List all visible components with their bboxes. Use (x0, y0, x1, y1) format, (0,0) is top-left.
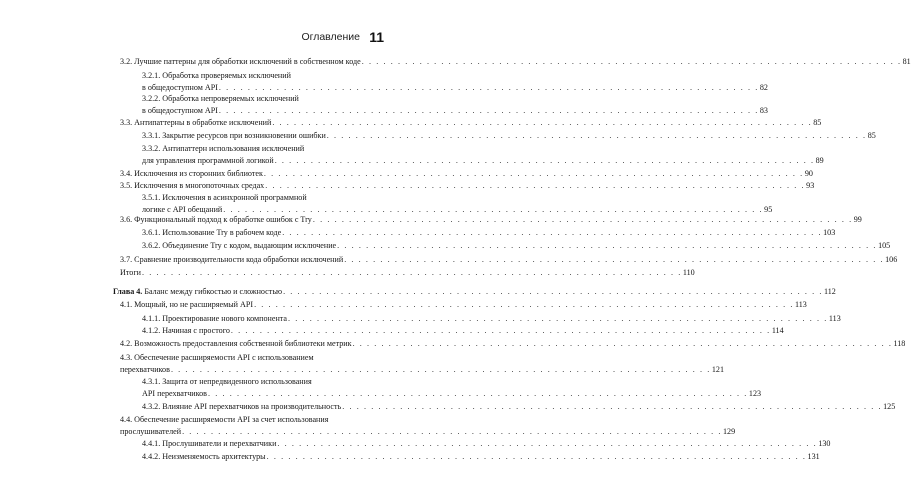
toc-entry-title-text: перехватчиков (120, 365, 170, 374)
dot-leader: . . . . . . . . . . . . . . . . . . . . . . . . . . . . . . . . . . . . . . . . . . . . . . . . . . . . . . . . . . . . . . . . . . . . . . . . . . . (230, 326, 771, 335)
toc-entry-title-text: 4.1.2. Начиная с простого (142, 326, 230, 335)
dot-leader: . . . . . . . . . . . . . . . . . . . . . . . . . . . . . . . . . . . . . . . . . . . . . . . . . . . . . . . . . . . . . . . . . . . . . . . . . . . (208, 389, 748, 398)
toc-entry-title-text: в общедоступном API (142, 106, 218, 115)
toc-entry-title-text: 3.4. Исключения из сторонних библиотек (120, 169, 263, 178)
toc-page-number: 114 (771, 326, 784, 335)
toc-entry-text (142, 227, 281, 239)
toc-page-number: 85 (813, 118, 822, 127)
toc-entry-title-text: 4.1. Мощный, но не расширяемый API (120, 300, 254, 309)
toc-entry-text (120, 168, 263, 180)
toc-page-number: 123 (748, 389, 762, 398)
dot-leader: . . . . . . . . . . . . . . . . . . . . . . . . . . . . . . . . . . . . . . . . . . . . . . . . . . . . . . . . . . . . . . . . . . . . . . . . . . . (266, 452, 807, 461)
toc-entry-text (142, 240, 336, 252)
toc-entry (120, 267, 695, 279)
toc-entry (120, 180, 815, 192)
dot-leader: . . . . . . . . . . . . . . . . . . . . . . . . . . . . . . . . . . . . . . . . . . . . . . . . . . . . . . . . . . . . . . . . . . . . . . . . . . . (337, 241, 878, 250)
toc-page-number: 105 (878, 241, 891, 250)
page-number: 11 (369, 29, 384, 45)
toc-entry (142, 93, 768, 117)
dot-leader: . . . . . . . . . . . . . . . . . . . . . . . . . . . . . . . . . . . . . . . . . . . . . . . . . . . . . . . . . . . . . . . . . . . . . . . . . . . (218, 106, 759, 115)
toc-entry-text (120, 364, 170, 376)
toc-entry (142, 313, 841, 325)
dot-leader: . . . . . . . . . . . . . . . . . . . . . . . . . . . . . . . . . . . . . . . . . . . . . . . . . . . . . . . . . . . . . . . . . . . . . . . . . . . (342, 402, 883, 411)
toc-entry-text (120, 117, 271, 129)
dot-leader: . . . . . . . . . . . . . . . . . . . . . . . . . . . . . . . . . . . . . . . . . . . . . . . . . . . . . . . . . . . . . . . . . . . . . . . . . . . (288, 314, 828, 323)
toc-entry-title-text: 3.3. Антипаттерны в обработке исключений (120, 118, 272, 127)
toc-page-number: 131 (807, 452, 820, 461)
toc-entry-text (142, 313, 287, 325)
toc-entry-title-text: Баланс между гибкостью и сложностью (142, 287, 283, 296)
toc-page-number: 106 (885, 255, 898, 264)
toc-entry-text: 4.3. Обеспечение расширяемости API с использованием (120, 353, 314, 362)
toc-entry-text: 3.2.1. Обработка проверяемых исключений (142, 71, 291, 80)
toc-page-number: 93 (806, 181, 815, 190)
toc-page-number: 81 (902, 57, 911, 66)
toc-page-number: 121 (711, 365, 724, 374)
toc-page-number: 110 (682, 268, 695, 277)
toc-entry-text (142, 105, 218, 117)
toc-entry-title-text: API перехватчиков (142, 389, 207, 398)
toc-entry-text (142, 438, 276, 450)
toc-entry-text (120, 338, 352, 350)
dot-leader: . . . . . . . . . . . . . . . . . . . . . . . . . . . . . . . . . . . . . . . . . . . . . . . . . . . . . . . . . . . . . . . . . . . . . . . . . . . (265, 181, 806, 190)
toc-entry (120, 56, 911, 68)
toc-entry-text: 4.3.1. Защита от непредвиденного использования (142, 377, 312, 386)
toc-entry (142, 438, 831, 450)
toc-entry-title-text: логике с API обещаний (142, 205, 223, 214)
dot-leader: . . . . . . . . . . . . . . . . . . . . . . . . . . . . . . . . . . . . . . . . . . . . . . . . . . . . . . . . . . . . . . . . . . . . . . . . . . . (274, 156, 815, 165)
toc-entry (142, 130, 876, 142)
dot-leader: . . . . . . . . . . . . . . . . . . . . . . . . . . . . . . . . . . . . . . . . . . . . . . . . . . . . . . . . . . . . . . . . . . . . . . . . . . . (218, 83, 759, 92)
toc-page-number: 112 (823, 287, 836, 296)
dot-leader: . . . . . . . . . . . . . . . . . . . . . . . . . . . . . . . . . . . . . . . . . . . . . . . . . . . . . . . . . . . . . . . . . . . . . . . . . . . (170, 365, 711, 374)
toc-entry-text: 3.2.2. Обработка непроверяемых исключений (142, 94, 299, 103)
toc-entry-text (120, 426, 181, 438)
toc-entry-title-text: 3.6. Функциональный подход к обработке ошибок с Try (120, 215, 312, 224)
toc-entry-title (113, 286, 282, 298)
dot-leader: . . . . . . . . . . . . . . . . . . . . . . . . . . . . . . . . . . . . . . . . . . . . . . . . . . . . . . . . . . . . . . . . . . . . . . . . . . . (263, 169, 804, 178)
toc-entry-text (142, 325, 230, 337)
toc-entry-title-text: Итоги (120, 268, 141, 277)
toc-entry (142, 401, 896, 413)
toc-entry-text: 3.3.2. Антипаттерн использования исключений (142, 144, 305, 153)
toc-entry-text (120, 56, 361, 68)
dot-leader: . . . . . . . . . . . . . . . . . . . . . . . . . . . . . . . . . . . . . . . . . . . . . . . . . . . . . . . . . . . . . . . . . . . . . . . . . . . (272, 118, 813, 127)
toc-page-number: 83 (759, 106, 768, 115)
toc-entry (142, 240, 891, 252)
toc-entry-text (142, 388, 207, 400)
toc-entry (142, 451, 820, 463)
dot-leader: . . . . . . . . . . . . . . . . . . . . . . . . . . . . . . . . . . . . . . . . . . . . . . . . . . . . . . . . . . . . . . . . . . . . . . . . . . . (182, 427, 722, 436)
dot-leader: . . . . . . . . . . . . . . . . . . . . . . . . . . . . . . . . . . . . . . . . . . . . . . . . . . . . . . . . . . . . . . . . . . . . . . . . . . . (277, 439, 818, 448)
page-header (0, 30, 384, 46)
toc-entry-text (142, 451, 266, 463)
toc-entry (142, 192, 773, 216)
toc-entry (120, 414, 736, 438)
toc-entry (120, 338, 906, 350)
toc-entry-text (142, 130, 326, 142)
dot-leader: . . . . . . . . . . . . . . . . . . . . . . . . . . . . . . . . . . . . . . . . . . . . . . . . . . . . . . . . . . . . . . . . . . . . . . . . . . . (141, 268, 682, 277)
toc-page-number: 113 (794, 300, 807, 309)
toc-entry (120, 254, 898, 266)
dot-leader: . . . . . . . . . . . . . . . . . . . . . . . . . . . . . . . . . . . . . . . . . . . . . . . . . . . . . . . . . . . . . . . . . . . . . . . . . . . (312, 215, 853, 224)
toc-entry (120, 299, 807, 311)
running-title: Оглавление (301, 31, 360, 43)
toc-entry-title-text: 4.1.1. Проектирование нового компонента (142, 314, 288, 323)
dot-leader: . . . . . . . . . . . . . . . . . . . . . . . . . . . . . . . . . . . . . . . . . . . . . . . . . . . . . . . . . . . . . . . . . . . . . . . . . . . (326, 131, 867, 140)
dot-leader: . . . . . . . . . . . . . . . . . . . . . . . . . . . . . . . . . . . . . . . . . . . . . . . . . . . . . . . . . . . . . . . . . . . . . . . . . . . (282, 228, 823, 237)
toc-page-number: 99 (853, 215, 862, 224)
toc-entry-text (120, 180, 264, 192)
toc-page-number: 82 (759, 83, 768, 92)
dot-leader: . . . . . . . . . . . . . . . . . . . . . . . . . . . . . . . . . . . . . . . . . . . . . . . . . . . . . . . . . . . . . . . . . . . . . . . . . . . (254, 300, 794, 309)
toc-entry-text (142, 155, 274, 167)
toc-entry-title-text: 3.5. Исключения в многопоточных средах (120, 181, 265, 190)
toc-page-number: 89 (815, 156, 824, 165)
toc-entry-text (120, 267, 141, 279)
toc-page-number: 130 (818, 439, 831, 448)
dot-leader: . . . . . . . . . . . . . . . . . . . . . . . . . . . . . . . . . . . . . . . . . . . . . . . . . . . . . . . . . . . . . . . . . . . . . . . . . . . (352, 339, 893, 348)
toc-entry (142, 70, 768, 94)
toc-page-number: 129 (722, 427, 736, 436)
toc-entry-text (120, 299, 253, 311)
toc-entry (120, 117, 822, 129)
toc-entry-title-text: прослушивателей (120, 427, 182, 436)
toc-entry-title-text: 3.3.1. Закрытие ресурсов при возникновении ошибки (142, 131, 326, 140)
toc-page-number: 125 (883, 402, 896, 411)
toc-page-number: 118 (893, 339, 906, 348)
toc-entry (113, 286, 836, 298)
toc-entry-text: 3.5.1. Исключения в асинхронной программной (142, 193, 307, 202)
dot-leader: . . . . . . . . . . . . . . . . . . . . . . . . . . . . . . . . . . . . . . . . . . . . . . . . . . . . . . . . . . . . . . . . . . . . . . . . . . . (223, 205, 764, 214)
toc-entry (142, 325, 784, 337)
toc-entry-text (142, 401, 341, 413)
toc-entry (142, 376, 762, 400)
toc-entry (120, 214, 862, 226)
toc-page-number: 95 (764, 205, 773, 214)
toc-entry-text (120, 214, 312, 226)
toc-entry (142, 143, 824, 167)
toc-entry-title-text: 4.3.2. Влияние API перехватчиков на производительность (142, 402, 342, 411)
toc-entry-title-text: 3.6.2. Объединение Try с кодом, выдающим исключение (142, 241, 337, 250)
toc-entry-title-text: 4.2. Возможность предоставления собственной библиотеки метрик (120, 339, 352, 348)
toc-entry-title-text: для управления программной логикой (142, 156, 274, 165)
toc-entry (142, 227, 836, 239)
dot-leader: . . . . . . . . . . . . . . . . . . . . . . . . . . . . . . . . . . . . . . . . . . . . . . . . . . . . . . . . . . . . . . . . . . . . . . . . . . . (344, 255, 885, 264)
toc-page-number: 103 (823, 228, 836, 237)
toc-page-number: 113 (828, 314, 841, 323)
toc-entry-title-text: 3.2. Лучшие паттерны для обработки исключений в собственном коде (120, 57, 361, 66)
toc-entry-title-text: 4.4.1. Прослушиватели и перехватчики (142, 439, 277, 448)
toc-entry (120, 352, 724, 376)
toc-entry-title-text: в общедоступном API (142, 83, 218, 92)
toc-entry-text (120, 254, 343, 266)
toc-page-number: 85 (867, 131, 876, 140)
toc-entry-title-text: 4.4.2. Неизменяемость архитектуры (142, 452, 266, 461)
toc-entry-title-text: 3.7. Сравнение производительности кода обработки исключений (120, 255, 344, 264)
toc-page-number: 90 (804, 169, 813, 178)
toc-entry-title-text: 3.6.1. Использование Try в рабочем коде (142, 228, 282, 237)
dot-leader: . . . . . . . . . . . . . . . . . . . . . . . . . . . . . . . . . . . . . . . . . . . . . . . . . . . . . . . . . . . . . . . . . . . . . . . . . . . (283, 287, 823, 296)
chapter-label: Глава 4. (113, 287, 143, 296)
toc-entry-text: 4.4. Обеспечение расширяемости API за счет использования (120, 415, 329, 424)
toc-entry (120, 168, 813, 180)
dot-leader: . . . . . . . . . . . . . . . . . . . . . . . . . . . . . . . . . . . . . . . . . . . . . . . . . . . . . . . . . . . . . . . . . . . . . . . . . . . (361, 57, 902, 66)
